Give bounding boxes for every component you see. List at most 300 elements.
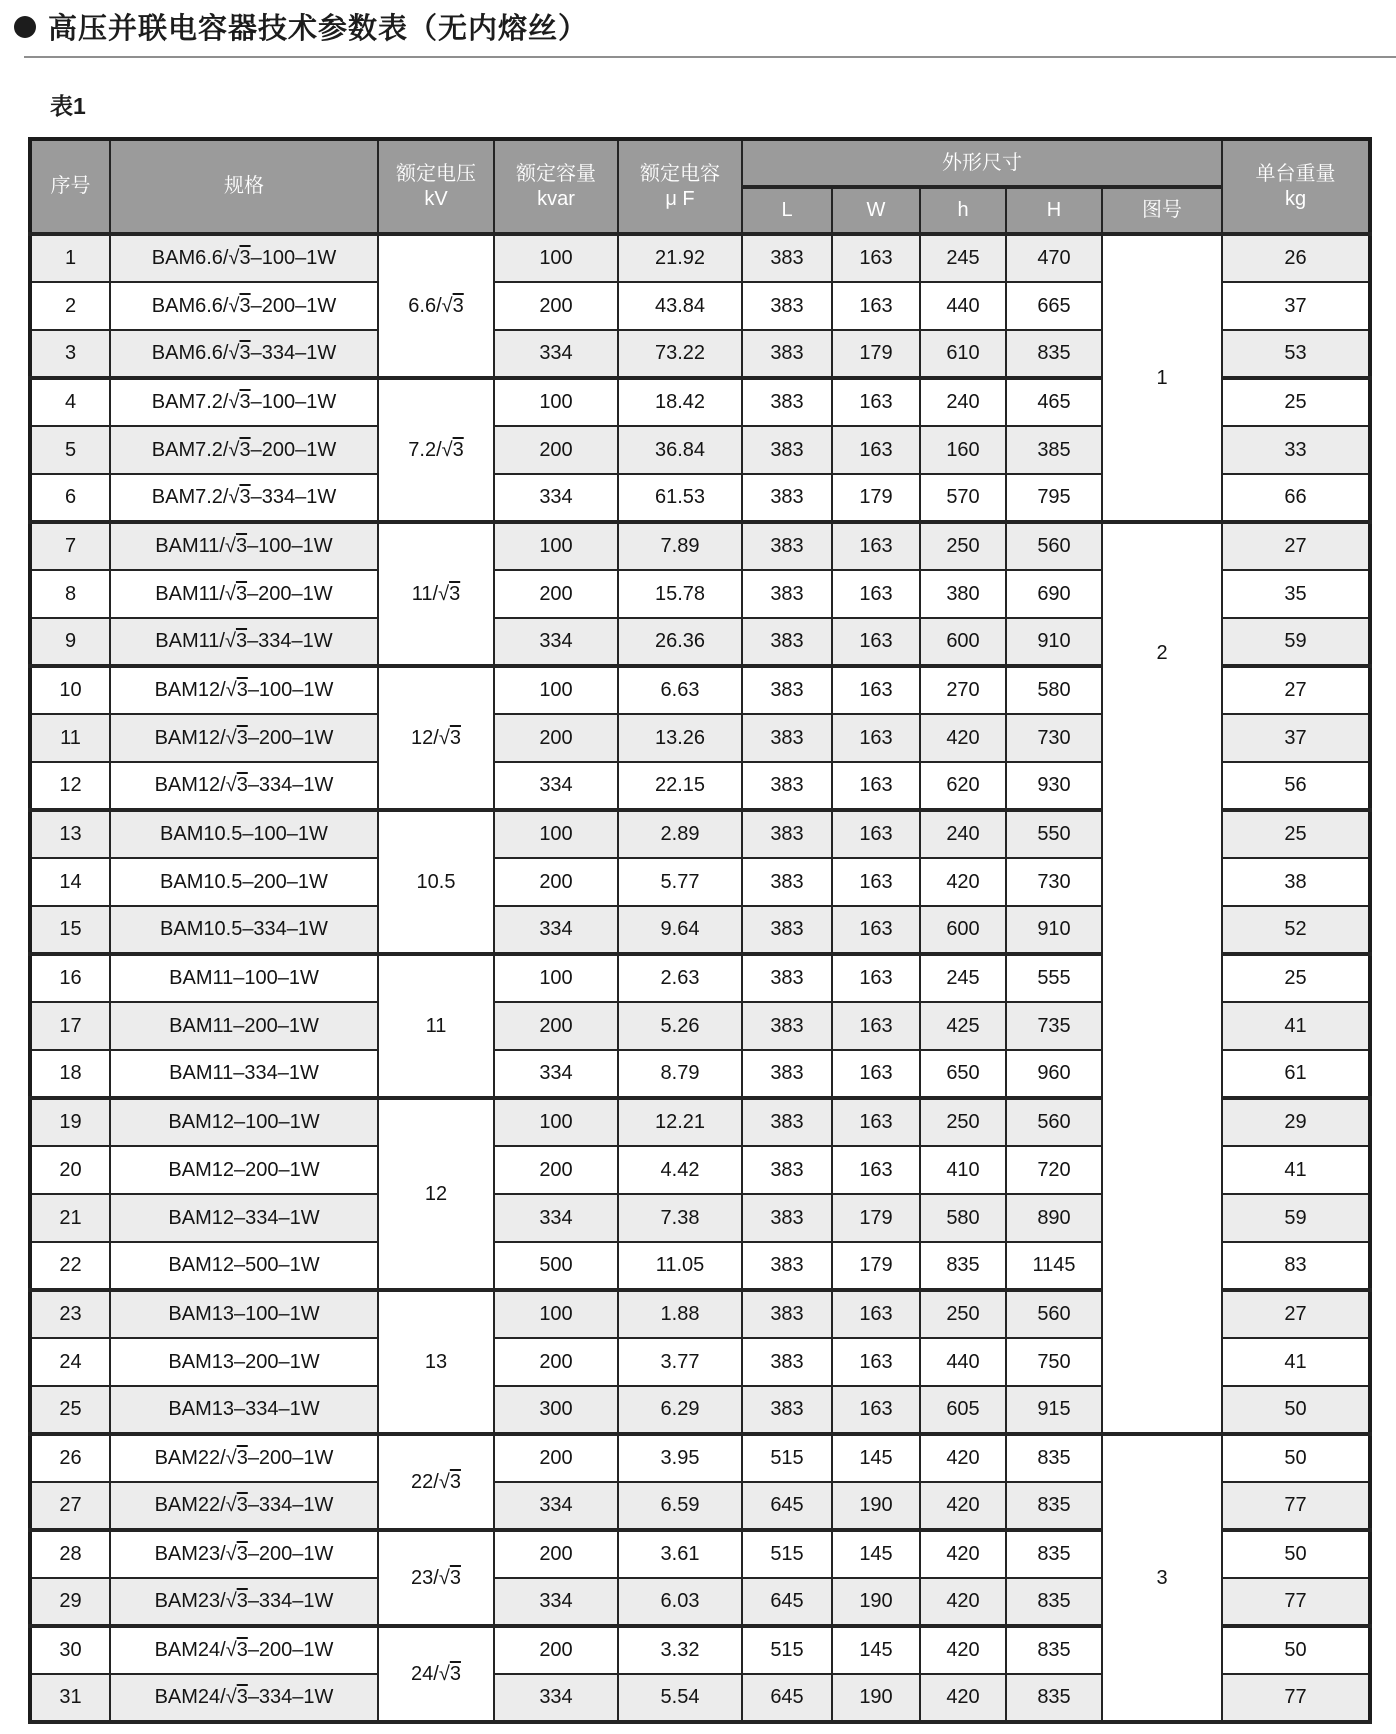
cell-weight: 27	[1222, 522, 1370, 570]
cell-capacity: 334	[494, 1578, 618, 1626]
cell-dim-h-small: 605	[920, 1386, 1006, 1434]
cell-index: 25	[30, 1386, 110, 1434]
cell-capacitance: 6.59	[618, 1482, 742, 1530]
cell-spec: BAM22/√3–200–1W	[110, 1434, 378, 1482]
cell-dim-h-big: 720	[1006, 1146, 1102, 1194]
cell-spec: BAM13–334–1W	[110, 1386, 378, 1434]
cell-dim-l: 383	[742, 1146, 832, 1194]
cell-index: 26	[30, 1434, 110, 1482]
cell-dim-l: 515	[742, 1434, 832, 1482]
cell-dim-h-small: 440	[920, 282, 1006, 330]
cell-capacitance: 21.92	[618, 234, 742, 282]
cell-capacitance: 8.79	[618, 1050, 742, 1098]
page-title-row	[14, 6, 588, 47]
cell-dim-w: 179	[832, 474, 920, 522]
cell-dim-h-big: 560	[1006, 522, 1102, 570]
cell-voltage-group: 11	[378, 954, 494, 1098]
cell-capacitance: 73.22	[618, 330, 742, 378]
cell-dim-h-small: 270	[920, 666, 1006, 714]
header-weight-unit: kg	[1284, 187, 1307, 210]
cell-dim-w: 163	[832, 282, 920, 330]
cell-dim-h-small: 240	[920, 378, 1006, 426]
cell-capacitance: 43.84	[618, 282, 742, 330]
cell-dim-w: 163	[832, 1290, 920, 1338]
cell-capacitance: 3.77	[618, 1338, 742, 1386]
cell-dim-l: 383	[742, 1002, 832, 1050]
cell-weight: 59	[1222, 1194, 1370, 1242]
cell-weight: 37	[1222, 714, 1370, 762]
cell-weight: 56	[1222, 762, 1370, 810]
cell-weight: 26	[1222, 234, 1370, 282]
header-capacitance-label: 额定电容	[640, 162, 720, 185]
cell-dim-h-big: 555	[1006, 954, 1102, 1002]
cell-capacitance: 7.89	[618, 522, 742, 570]
cell-dim-h-small: 420	[920, 1482, 1006, 1530]
table-row	[30, 1434, 1370, 1482]
cell-capacitance: 61.53	[618, 474, 742, 522]
cell-spec: BAM10.5–100–1W	[110, 810, 378, 858]
cell-dim-l: 383	[742, 714, 832, 762]
cell-spec: BAM11/√3–100–1W	[110, 522, 378, 570]
cell-dim-l: 383	[742, 282, 832, 330]
cell-weight: 38	[1222, 858, 1370, 906]
cell-dim-l: 383	[742, 522, 832, 570]
cell-dim-w: 190	[832, 1482, 920, 1530]
header-capacitance	[618, 139, 742, 234]
header-spec: 规格	[110, 139, 378, 234]
header-voltage-unit: kV	[424, 187, 448, 210]
cell-spec: BAM7.2/√3–334–1W	[110, 474, 378, 522]
cell-capacitance: 4.42	[618, 1146, 742, 1194]
cell-dim-l: 383	[742, 330, 832, 378]
cell-capacity: 200	[494, 714, 618, 762]
table-label: 表1	[50, 93, 86, 119]
cell-spec: BAM24/√3–334–1W	[110, 1674, 378, 1722]
cell-dim-l: 383	[742, 1242, 832, 1290]
cell-spec: BAM12/√3–200–1W	[110, 714, 378, 762]
cell-weight: 27	[1222, 666, 1370, 714]
cell-voltage-group: 12/√3	[378, 666, 494, 810]
cell-capacity: 100	[494, 234, 618, 282]
page-title: 高压并联电容器技术参数表（无内熔丝）	[48, 13, 589, 45]
cell-dim-l: 383	[742, 666, 832, 714]
cell-dim-l: 383	[742, 1386, 832, 1434]
cell-index: 29	[30, 1578, 110, 1626]
cell-capacity: 334	[494, 762, 618, 810]
cell-dim-l: 645	[742, 1482, 832, 1530]
cell-dim-h-small: 240	[920, 810, 1006, 858]
header-voltage	[378, 139, 494, 234]
cell-weight: 25	[1222, 378, 1370, 426]
cell-dim-h-small: 620	[920, 762, 1006, 810]
cell-capacitance: 6.03	[618, 1578, 742, 1626]
cell-capacity: 200	[494, 858, 618, 906]
cell-dim-w: 179	[832, 1242, 920, 1290]
cell-capacitance: 5.26	[618, 1002, 742, 1050]
cell-spec: BAM12/√3–100–1W	[110, 666, 378, 714]
cell-weight: 33	[1222, 426, 1370, 474]
cell-dim-h-big: 580	[1006, 666, 1102, 714]
cell-spec: BAM11/√3–200–1W	[110, 570, 378, 618]
cell-dim-h-small: 250	[920, 522, 1006, 570]
table-body	[30, 234, 1370, 1722]
cell-dim-w: 163	[832, 378, 920, 426]
cell-voltage-group: 12	[378, 1098, 494, 1290]
cell-capacitance: 6.29	[618, 1386, 742, 1434]
cell-weight: 25	[1222, 954, 1370, 1002]
cell-dim-w: 190	[832, 1578, 920, 1626]
cell-voltage-group: 23/√3	[378, 1530, 494, 1626]
header-row-1	[30, 139, 1370, 187]
cell-capacity: 200	[494, 1146, 618, 1194]
cell-dim-h-big: 690	[1006, 570, 1102, 618]
cell-capacity: 200	[494, 1626, 618, 1674]
cell-weight: 41	[1222, 1146, 1370, 1194]
cell-capacitance: 26.36	[618, 618, 742, 666]
cell-weight: 35	[1222, 570, 1370, 618]
cell-spec: BAM7.2/√3–200–1W	[110, 426, 378, 474]
cell-capacitance: 5.77	[618, 858, 742, 906]
cell-voltage-group: 6.6/√3	[378, 234, 494, 378]
cell-index: 20	[30, 1146, 110, 1194]
header-dim-w: W	[832, 187, 920, 234]
cell-capacity: 100	[494, 810, 618, 858]
cell-dim-h-big: 560	[1006, 1098, 1102, 1146]
cell-dim-w: 163	[832, 858, 920, 906]
cell-dim-l: 383	[742, 234, 832, 282]
cell-spec: BAM12–100–1W	[110, 1098, 378, 1146]
cell-spec: BAM23/√3–334–1W	[110, 1578, 378, 1626]
cell-dim-w: 163	[832, 1338, 920, 1386]
cell-weight: 41	[1222, 1002, 1370, 1050]
cell-spec: BAM7.2/√3–100–1W	[110, 378, 378, 426]
cell-index: 5	[30, 426, 110, 474]
cell-dim-w: 163	[832, 1146, 920, 1194]
cell-weight: 50	[1222, 1386, 1370, 1434]
cell-dim-w: 179	[832, 330, 920, 378]
cell-dim-h-big: 665	[1006, 282, 1102, 330]
cell-weight: 52	[1222, 906, 1370, 954]
cell-index: 27	[30, 1482, 110, 1530]
header-capacitance-unit: μ F	[665, 187, 695, 210]
cell-capacity: 334	[494, 1194, 618, 1242]
header-weight	[1222, 139, 1370, 234]
header-voltage-label: 额定电压	[396, 162, 476, 185]
cell-capacitance: 36.84	[618, 426, 742, 474]
cell-dim-h-big: 835	[1006, 1434, 1102, 1482]
cell-dim-l: 383	[742, 570, 832, 618]
cell-dim-h-big: 915	[1006, 1386, 1102, 1434]
cell-spec: BAM23/√3–200–1W	[110, 1530, 378, 1578]
cell-dim-h-big: 730	[1006, 858, 1102, 906]
cell-voltage-group: 22/√3	[378, 1434, 494, 1530]
cell-index: 31	[30, 1674, 110, 1722]
cell-spec: BAM11–334–1W	[110, 1050, 378, 1098]
cell-index: 24	[30, 1338, 110, 1386]
cell-dim-h-big: 750	[1006, 1338, 1102, 1386]
cell-dim-l: 383	[742, 1050, 832, 1098]
cell-index: 6	[30, 474, 110, 522]
cell-weight: 83	[1222, 1242, 1370, 1290]
cell-dim-h-small: 245	[920, 954, 1006, 1002]
cell-dim-h-small: 650	[920, 1050, 1006, 1098]
cell-index: 3	[30, 330, 110, 378]
cell-dim-h-small: 420	[920, 1626, 1006, 1674]
cell-index: 23	[30, 1290, 110, 1338]
cell-dim-h-big: 730	[1006, 714, 1102, 762]
cell-dim-h-big: 835	[1006, 1578, 1102, 1626]
cell-capacity: 334	[494, 474, 618, 522]
cell-dim-h-small: 420	[920, 1434, 1006, 1482]
cell-capacity: 334	[494, 618, 618, 666]
cell-voltage-group: 7.2/√3	[378, 378, 494, 522]
cell-index: 21	[30, 1194, 110, 1242]
cell-dim-l: 383	[742, 426, 832, 474]
cell-index: 16	[30, 954, 110, 1002]
cell-capacity: 100	[494, 378, 618, 426]
cell-dim-h-small: 160	[920, 426, 1006, 474]
cell-spec: BAM12–334–1W	[110, 1194, 378, 1242]
cell-index: 11	[30, 714, 110, 762]
cell-dim-l: 383	[742, 1290, 832, 1338]
cell-capacity: 334	[494, 1482, 618, 1530]
cell-capacitance: 2.63	[618, 954, 742, 1002]
cell-dim-h-big: 835	[1006, 1482, 1102, 1530]
cell-figure-group: 2	[1102, 522, 1222, 1434]
cell-spec: BAM22/√3–334–1W	[110, 1482, 378, 1530]
cell-capacitance: 3.32	[618, 1626, 742, 1674]
cell-index: 12	[30, 762, 110, 810]
cell-capacity: 334	[494, 906, 618, 954]
cell-spec: BAM6.6/√3–334–1W	[110, 330, 378, 378]
cell-capacity: 200	[494, 1338, 618, 1386]
cell-dim-w: 179	[832, 1194, 920, 1242]
cell-dim-w: 145	[832, 1434, 920, 1482]
cell-capacity: 100	[494, 666, 618, 714]
cell-weight: 77	[1222, 1674, 1370, 1722]
cell-capacitance: 11.05	[618, 1242, 742, 1290]
cell-dim-h-small: 250	[920, 1098, 1006, 1146]
cell-index: 2	[30, 282, 110, 330]
cell-capacitance: 5.54	[618, 1674, 742, 1722]
cell-dim-h-small: 580	[920, 1194, 1006, 1242]
header-capacity	[494, 139, 618, 234]
table-row	[30, 522, 1370, 570]
cell-weight: 50	[1222, 1626, 1370, 1674]
cell-dim-h-big: 550	[1006, 810, 1102, 858]
cell-dim-h-big: 910	[1006, 618, 1102, 666]
cell-capacity: 200	[494, 1002, 618, 1050]
cell-capacity: 300	[494, 1386, 618, 1434]
header-capacity-unit: kvar	[537, 187, 575, 210]
cell-dim-l: 383	[742, 906, 832, 954]
cell-dim-h-big: 835	[1006, 1626, 1102, 1674]
cell-dim-l: 515	[742, 1530, 832, 1578]
cell-spec: BAM11–200–1W	[110, 1002, 378, 1050]
cell-capacity: 100	[494, 1290, 618, 1338]
parameters-table	[28, 137, 1372, 1724]
cell-dim-h-big: 930	[1006, 762, 1102, 810]
cell-dim-h-small: 420	[920, 1530, 1006, 1578]
cell-dim-w: 190	[832, 1674, 920, 1722]
cell-capacitance: 13.26	[618, 714, 742, 762]
cell-dim-l: 515	[742, 1626, 832, 1674]
cell-capacitance: 1.88	[618, 1290, 742, 1338]
cell-weight: 59	[1222, 618, 1370, 666]
cell-capacitance: 2.89	[618, 810, 742, 858]
header-capacity-label: 额定容量	[516, 162, 596, 185]
cell-dim-h-small: 245	[920, 234, 1006, 282]
cell-index: 4	[30, 378, 110, 426]
cell-capacity: 500	[494, 1242, 618, 1290]
cell-dim-w: 163	[832, 666, 920, 714]
cell-index: 15	[30, 906, 110, 954]
cell-dim-l: 383	[742, 618, 832, 666]
cell-weight: 53	[1222, 330, 1370, 378]
cell-dim-w: 163	[832, 426, 920, 474]
cell-index: 17	[30, 1002, 110, 1050]
cell-capacity: 334	[494, 1674, 618, 1722]
cell-dim-l: 383	[742, 1194, 832, 1242]
cell-dim-w: 163	[832, 522, 920, 570]
header-figure: 图号	[1102, 187, 1222, 234]
cell-weight: 77	[1222, 1578, 1370, 1626]
cell-capacitance: 12.21	[618, 1098, 742, 1146]
cell-dim-h-big: 835	[1006, 1674, 1102, 1722]
cell-dim-h-small: 570	[920, 474, 1006, 522]
cell-spec: BAM12–200–1W	[110, 1146, 378, 1194]
cell-voltage-group: 10.5	[378, 810, 494, 954]
cell-capacity: 334	[494, 1050, 618, 1098]
cell-dim-h-big: 560	[1006, 1290, 1102, 1338]
cell-dim-l: 383	[742, 1098, 832, 1146]
cell-capacity: 200	[494, 570, 618, 618]
cell-weight: 37	[1222, 282, 1370, 330]
cell-dim-h-small: 835	[920, 1242, 1006, 1290]
header-dimensions: 外形尺寸	[742, 139, 1222, 187]
cell-voltage-group: 24/√3	[378, 1626, 494, 1722]
cell-dim-h-big: 890	[1006, 1194, 1102, 1242]
cell-dim-h-big: 735	[1006, 1002, 1102, 1050]
cell-dim-w: 163	[832, 1386, 920, 1434]
cell-spec: BAM6.6/√3–100–1W	[110, 234, 378, 282]
cell-weight: 50	[1222, 1434, 1370, 1482]
cell-index: 28	[30, 1530, 110, 1578]
cell-dim-w: 163	[832, 1002, 920, 1050]
cell-spec: BAM10.5–334–1W	[110, 906, 378, 954]
table-row	[30, 234, 1370, 282]
cell-weight: 61	[1222, 1050, 1370, 1098]
cell-capacitance: 18.42	[618, 378, 742, 426]
cell-dim-w: 163	[832, 714, 920, 762]
title-divider	[24, 56, 1396, 58]
cell-voltage-group: 11/√3	[378, 522, 494, 666]
cell-spec: BAM24/√3–200–1W	[110, 1626, 378, 1674]
cell-dim-h-small: 380	[920, 570, 1006, 618]
cell-dim-l: 645	[742, 1674, 832, 1722]
cell-dim-l: 383	[742, 954, 832, 1002]
cell-dim-h-small: 440	[920, 1338, 1006, 1386]
cell-figure-group: 3	[1102, 1434, 1222, 1722]
cell-weight: 25	[1222, 810, 1370, 858]
header-index: 序号	[30, 139, 110, 234]
cell-dim-h-big: 835	[1006, 1530, 1102, 1578]
cell-dim-h-big: 465	[1006, 378, 1102, 426]
cell-dim-h-small: 420	[920, 1578, 1006, 1626]
cell-dim-h-small: 420	[920, 714, 1006, 762]
cell-index: 14	[30, 858, 110, 906]
cell-weight: 77	[1222, 1482, 1370, 1530]
cell-index: 22	[30, 1242, 110, 1290]
cell-dim-w: 163	[832, 810, 920, 858]
cell-dim-l: 383	[742, 762, 832, 810]
cell-dim-h-small: 420	[920, 858, 1006, 906]
cell-capacity: 100	[494, 1098, 618, 1146]
cell-dim-w: 163	[832, 762, 920, 810]
cell-dim-h-small: 250	[920, 1290, 1006, 1338]
cell-spec: BAM12–500–1W	[110, 1242, 378, 1290]
cell-dim-l: 383	[742, 1338, 832, 1386]
cell-spec: BAM11/√3–334–1W	[110, 618, 378, 666]
cell-dim-h-big: 470	[1006, 234, 1102, 282]
cell-capacity: 100	[494, 522, 618, 570]
cell-spec: BAM12/√3–334–1W	[110, 762, 378, 810]
cell-capacitance: 9.64	[618, 906, 742, 954]
cell-dim-l: 383	[742, 810, 832, 858]
cell-capacitance: 15.78	[618, 570, 742, 618]
cell-dim-l: 383	[742, 474, 832, 522]
header-dim-h-small: h	[920, 187, 1006, 234]
cell-dim-l: 383	[742, 858, 832, 906]
cell-capacity: 200	[494, 426, 618, 474]
cell-capacity: 100	[494, 954, 618, 1002]
cell-index: 1	[30, 234, 110, 282]
cell-dim-w: 163	[832, 234, 920, 282]
cell-spec: BAM10.5–200–1W	[110, 858, 378, 906]
cell-index: 10	[30, 666, 110, 714]
cell-capacitance: 6.63	[618, 666, 742, 714]
header-dim-l: L	[742, 187, 832, 234]
cell-dim-h-big: 795	[1006, 474, 1102, 522]
cell-dim-w: 163	[832, 618, 920, 666]
cell-dim-w: 145	[832, 1626, 920, 1674]
cell-dim-w: 163	[832, 954, 920, 1002]
cell-spec: BAM11–100–1W	[110, 954, 378, 1002]
cell-capacitance: 3.61	[618, 1530, 742, 1578]
cell-spec: BAM6.6/√3–200–1W	[110, 282, 378, 330]
cell-capacity: 200	[494, 1434, 618, 1482]
cell-dim-h-small: 600	[920, 906, 1006, 954]
cell-weight: 66	[1222, 474, 1370, 522]
cell-dim-w: 163	[832, 1050, 920, 1098]
cell-dim-h-big: 385	[1006, 426, 1102, 474]
cell-capacitance: 22.15	[618, 762, 742, 810]
cell-index: 18	[30, 1050, 110, 1098]
cell-dim-w: 145	[832, 1530, 920, 1578]
cell-dim-h-small: 600	[920, 618, 1006, 666]
cell-capacitance: 3.95	[618, 1434, 742, 1482]
cell-index: 13	[30, 810, 110, 858]
cell-voltage-group: 13	[378, 1290, 494, 1434]
cell-index: 7	[30, 522, 110, 570]
cell-weight: 29	[1222, 1098, 1370, 1146]
cell-dim-l: 383	[742, 378, 832, 426]
cell-spec: BAM13–200–1W	[110, 1338, 378, 1386]
cell-dim-w: 163	[832, 570, 920, 618]
cell-dim-l: 645	[742, 1578, 832, 1626]
cell-index: 9	[30, 618, 110, 666]
header-weight-label: 单台重量	[1255, 162, 1336, 185]
